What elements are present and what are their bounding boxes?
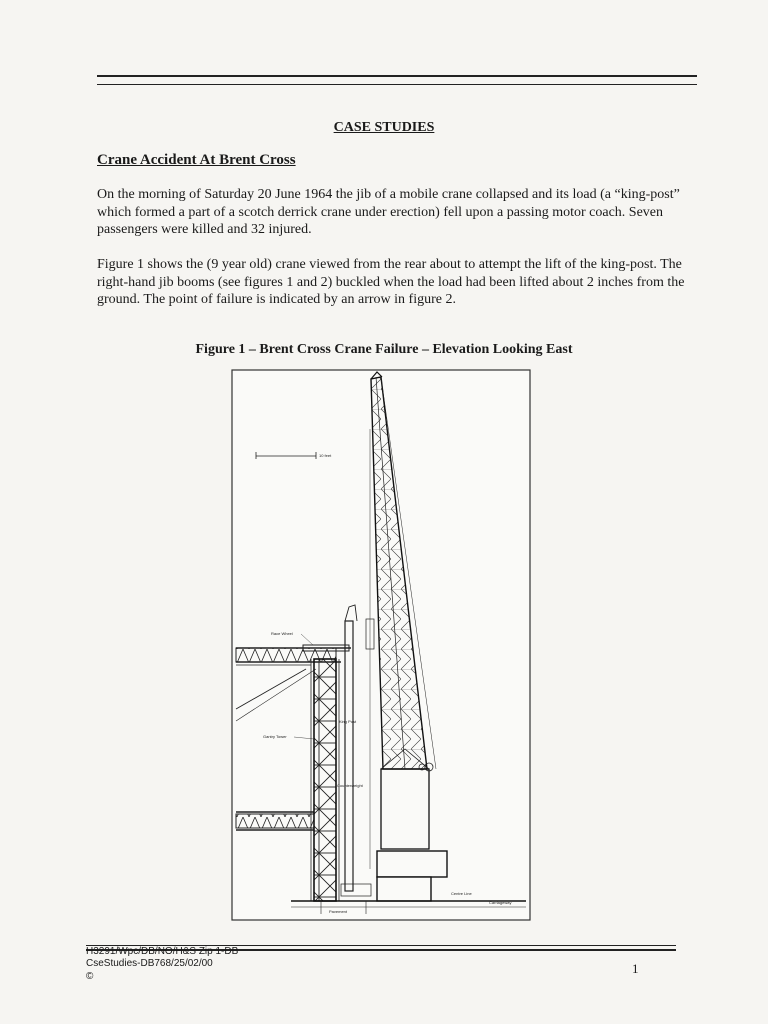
footer-reference-2: CseStudies-DB768/25/02/00 bbox=[86, 958, 213, 969]
page-number: 1 bbox=[632, 961, 639, 976]
crane-elevation-drawing bbox=[231, 369, 531, 921]
case-heading: Crane Accident At Brent Cross bbox=[97, 152, 296, 168]
paragraph-accident-summary: On the morning of Saturday 20 June 1964 the jib of a mobile crane collapsed and its load (a “king-post” which formed a part of a scotch derrick crane under erection) fell upon a passing motor coach. Seven passengers were killed and 32 injured. bbox=[97, 187, 680, 237]
paragraph-figure-description: Figure 1 shows the (9 year old) crane viewed from the rear about to attempt the lift of the king-post. The right-hand jib booms (see figures 1 and 2) buckled when the load had been lifted about 2 inches from the ground. The point of failure is indicated by an arrow in figure 2. bbox=[97, 257, 685, 307]
header-rule-thick bbox=[97, 75, 697, 77]
king-post-label: King Post bbox=[339, 719, 357, 724]
race-wheel-label: Race Wheel bbox=[271, 631, 293, 636]
carriageway-label: Carriageway bbox=[489, 900, 512, 905]
pavement-label: Pavement bbox=[329, 909, 348, 914]
footer-reference-1: H3291/Wpc/DB/NO/H&S Zip 1-DB bbox=[86, 946, 239, 957]
gantry-tower-label: Gantry Tower bbox=[263, 734, 287, 739]
centre-line-label: Centre Line bbox=[451, 891, 472, 896]
figure-caption: Figure 1 – Brent Cross Crane Failure – Elevation Looking East bbox=[195, 342, 573, 357]
gantry-lower-truss bbox=[236, 812, 314, 830]
header-rule-thin bbox=[97, 84, 697, 85]
scale-label: 10 feet bbox=[319, 453, 332, 458]
counterweight-label: Counterweight bbox=[337, 783, 363, 788]
section-title: CASE STUDIES bbox=[333, 120, 435, 135]
copyright-symbol: © bbox=[86, 971, 94, 982]
